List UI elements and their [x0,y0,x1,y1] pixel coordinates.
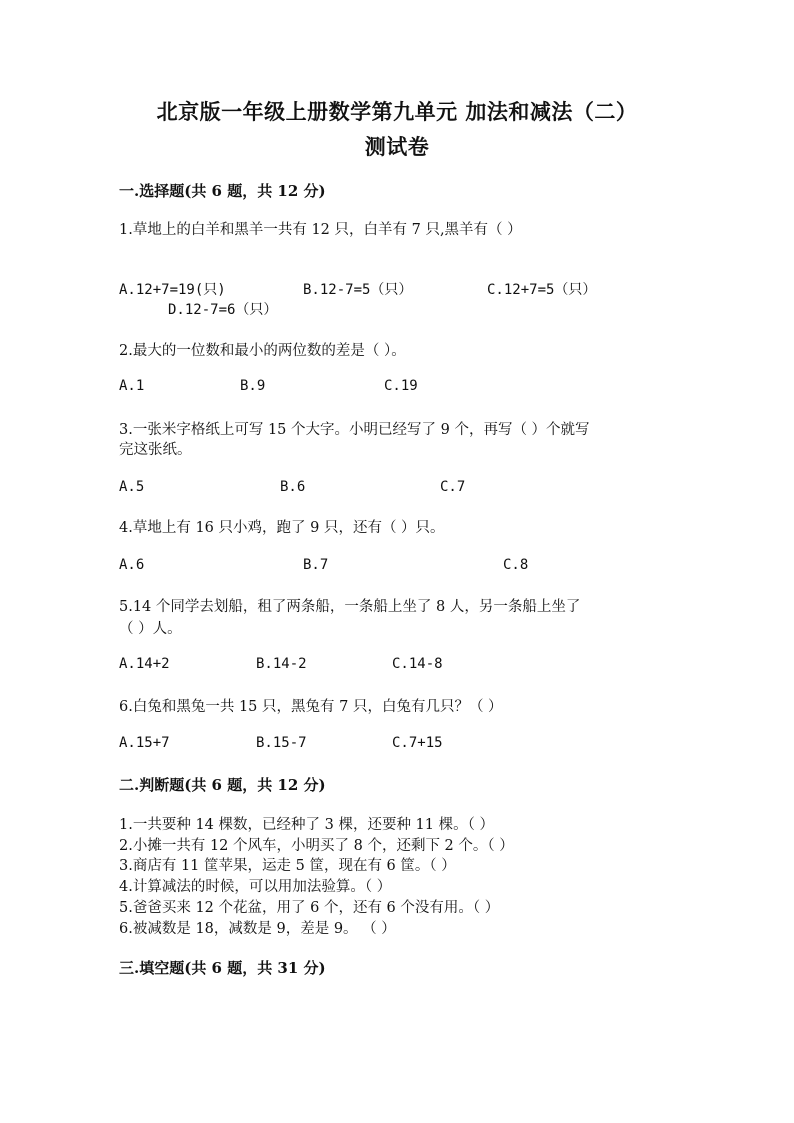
option-c: C.12+7=5（只） [487,282,597,298]
option-c: C.7 [440,479,466,495]
option-a: A.1 [119,378,145,394]
question-5: 5.14 个同学去划船，租了两条船，一条船上坐了 8 人，另一条船上坐了 [119,599,581,615]
judgment-item-4: 4.计算减法的时候，可以用加法验算。（ ） [119,879,392,895]
option-b: B.9 [240,378,266,394]
judgment-item-1: 1.一共要种 14 棵数，已经种了 3 棵，还要种 11 棵。（ ） [119,817,494,833]
option-c: C.8 [503,557,529,573]
option-b: B.15-7 [256,735,307,751]
option-d: D.12-7=6（只） [168,302,278,318]
option-c: C.7+15 [392,735,443,751]
question-3: 3.一张米字格纸上可写 15 个大字。小明已经写了 9 个，再写（ ）个就写 [119,422,590,438]
option-b: B.6 [280,479,306,495]
page-title: 北京版一年级上册数学第九单元 加法和减法（二） [156,99,638,124]
question-1: 1.草地上的白羊和黑羊一共有 12 只，白羊有 7 只,黑羊有（ ） [119,222,522,238]
question-4: 4.草地上有 16 只小鸡，跑了 9 只，还有（ ）只。 [119,520,445,536]
judgment-item-5: 5.爸爸买来 12 个花盆，用了 6 个，还有 6 个没有用。（ ） [119,900,500,916]
judgment-item-2: 2.小摊一共有 12 个风车，小明买了 8 个，还剩下 2 个。（ ） [119,838,514,854]
option-c: C.19 [384,378,418,394]
option-a: A.6 [119,557,145,573]
option-a: A.14+2 [119,656,170,672]
option-c: C.14-8 [392,656,443,672]
section-heading-choice: 一.选择题(共 6 题，共 12 分) [119,182,326,200]
question-2: 2.最大的一位数和最小的两位数的差是（ ）。 [119,343,406,359]
page-title-line2: 测试卷 [364,134,430,159]
section-heading-fill-blank: 三.填空题(共 6 题，共 31 分) [119,959,326,977]
judgment-item-3: 3.商店有 11 筐苹果，运走 5 筐，现在有 6 筐。（ ） [119,858,456,874]
section-heading-true-false: 二.判断题(共 6 题，共 12 分) [119,776,326,794]
option-b: B.7 [303,557,329,573]
option-b: B.12-7=5（只） [303,282,413,298]
option-a: A.15+7 [119,735,170,751]
question-5-line2: （ ）人。 [119,621,182,637]
option-a: A.5 [119,479,145,495]
question-6: 6.白兔和黑兔一共 15 只，黑兔有 7 只，白兔有几只？（ ） [119,699,503,715]
question-3-line2: 完这张纸。 [119,442,192,458]
judgment-item-6: 6.被减数是 18，减数是 9，差是 9。 （ ） [119,921,396,937]
option-b: B.14-2 [256,656,307,672]
option-a: A.12+7=19(只) [119,282,226,298]
